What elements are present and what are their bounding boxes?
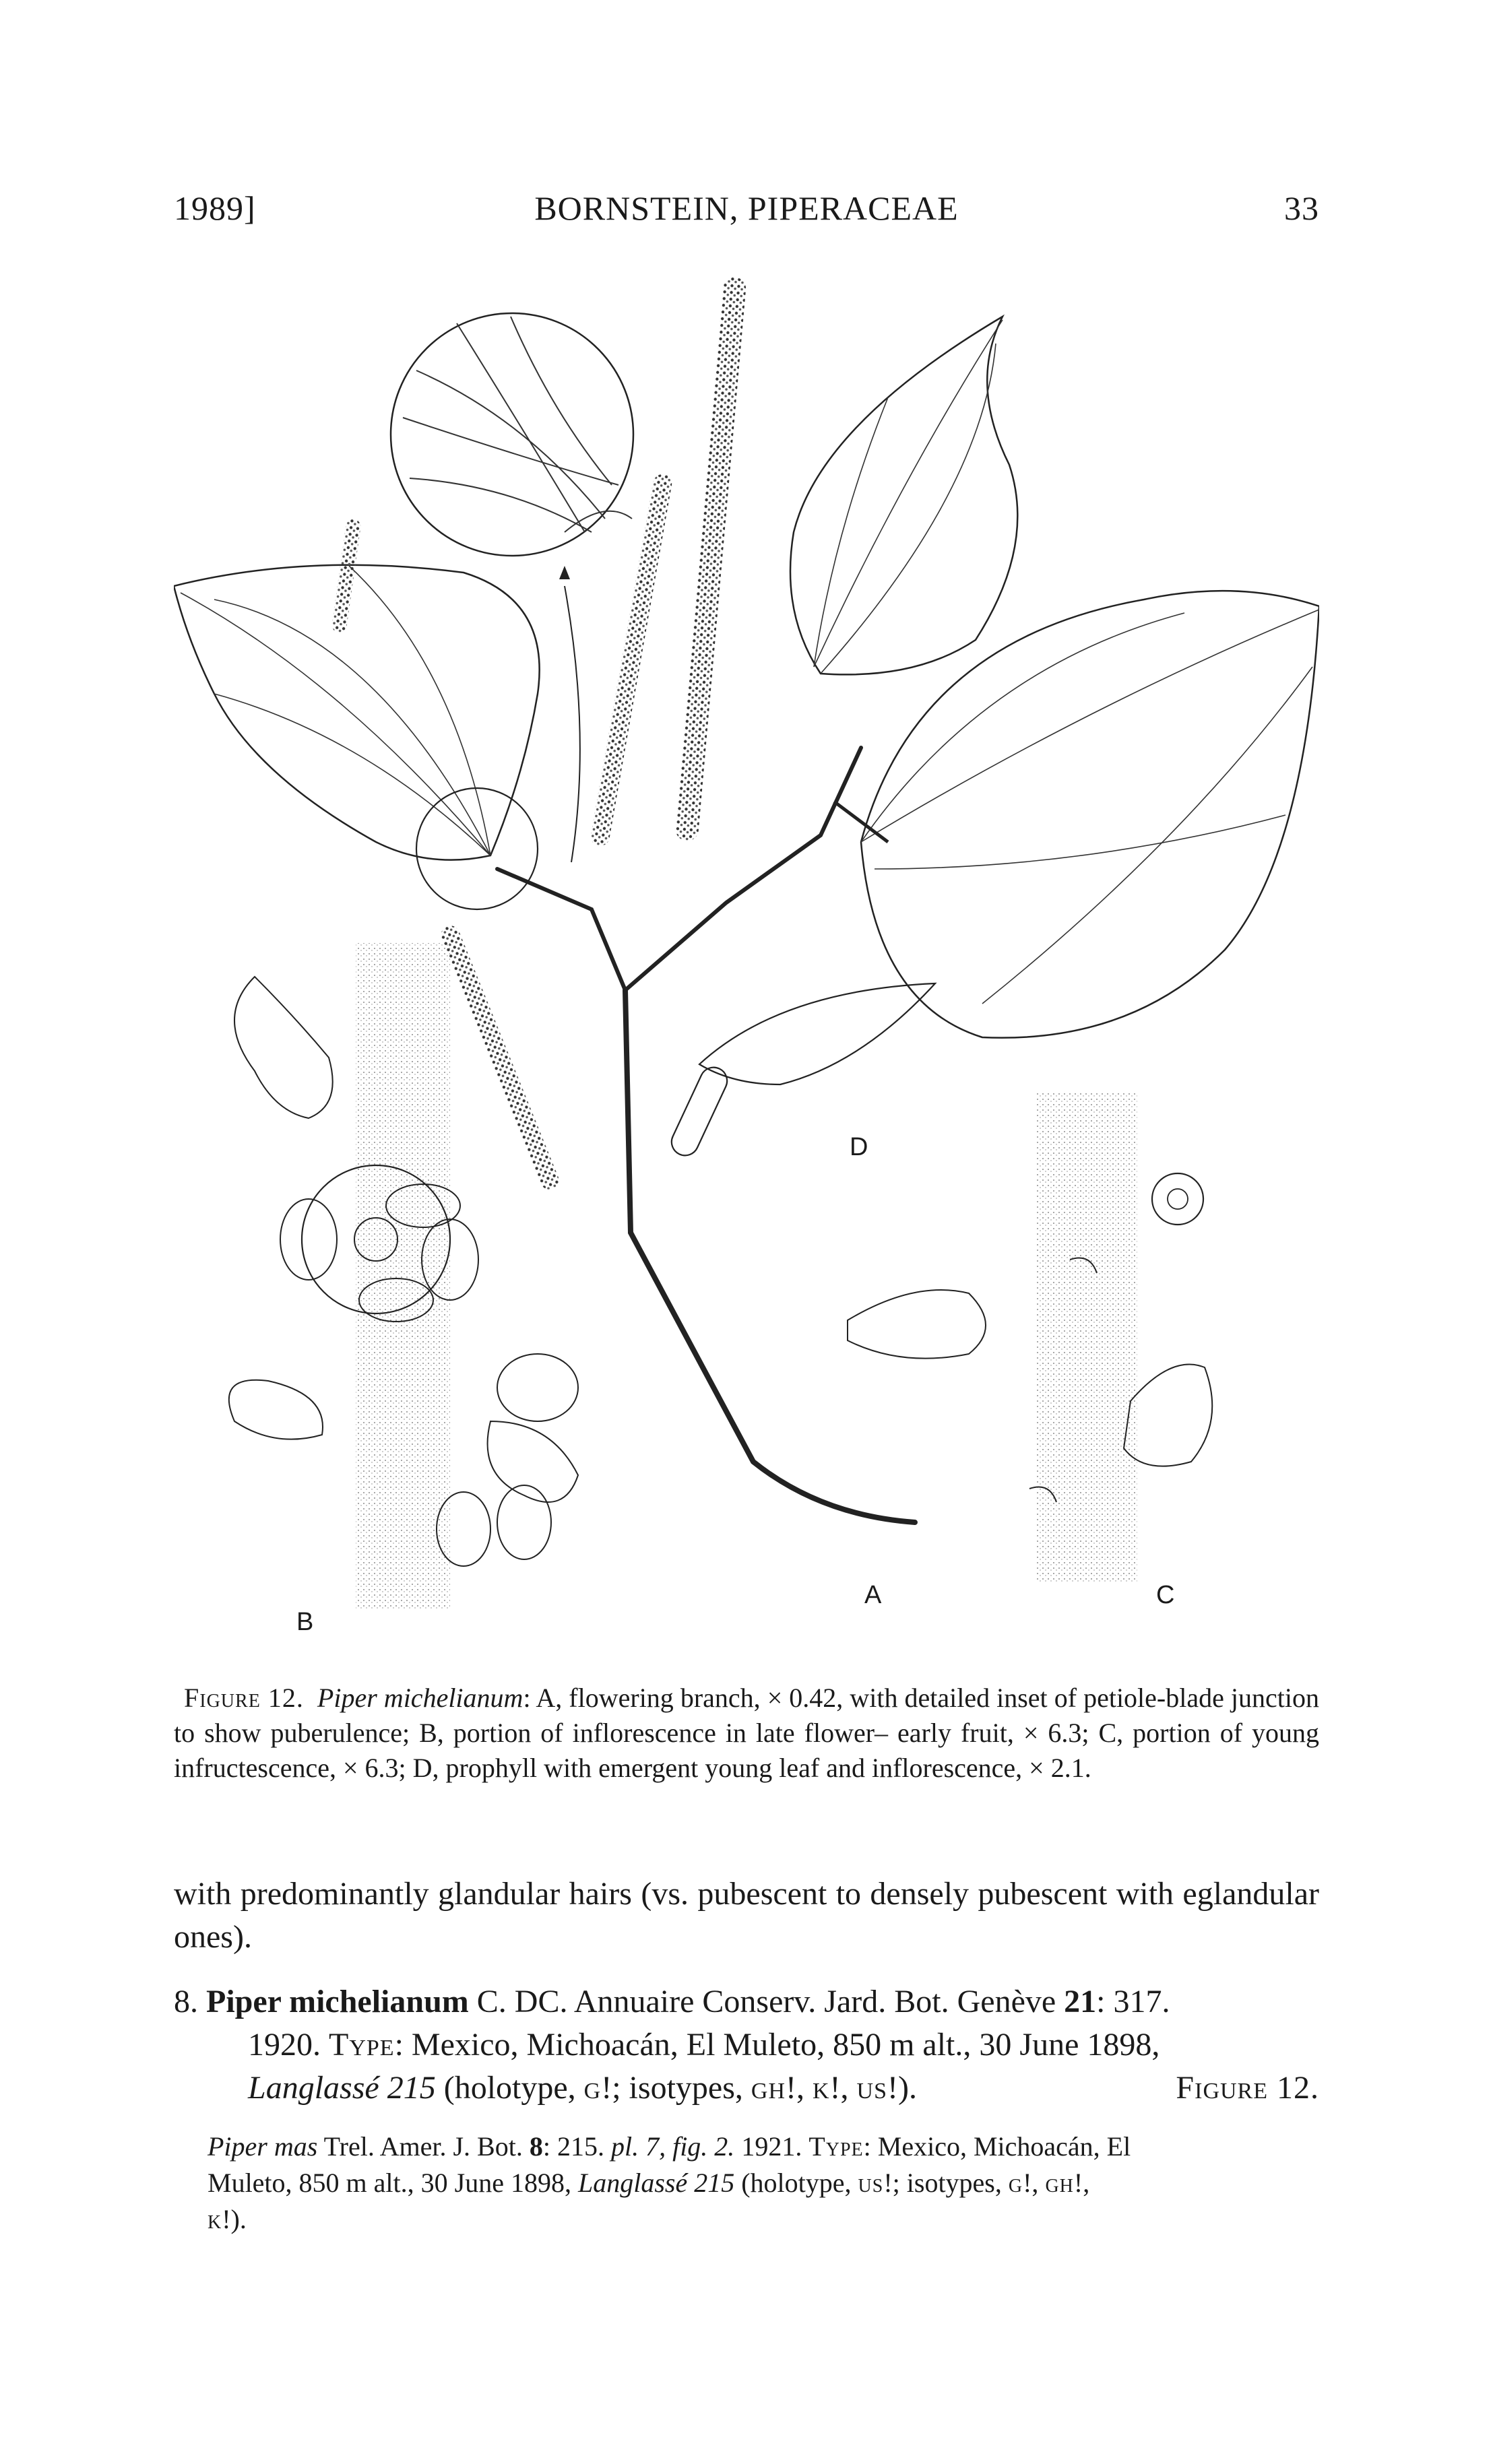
synonym-page: : 215. bbox=[542, 2131, 611, 2162]
synonym-sep-1: !, bbox=[1023, 2168, 1046, 2198]
herbarium-us: us bbox=[856, 2070, 887, 2106]
body-line-1: with predominantly glandular hairs (vs. pubescent to densely pubescent with bbox=[174, 1876, 1174, 1912]
body-line-2: eglandular ones). bbox=[174, 1876, 1319, 1955]
synonym-entry bbox=[174, 2129, 1319, 2238]
synonym-plate: pl. 7, fig. 2. bbox=[610, 2131, 735, 2162]
herbarium-g: g bbox=[583, 2070, 602, 2106]
species-year: 1920. bbox=[248, 2027, 321, 2063]
inset-arrow bbox=[559, 566, 580, 862]
species-isotypes-text: !; isotypes, bbox=[601, 2070, 751, 2106]
running-header bbox=[174, 189, 1319, 236]
caption-text-2: petiole-blade junction to show puberulence; B, portion of inflorescence in late flower– bbox=[174, 1683, 1319, 1748]
synonym-locality: : Mexico, Michoacán, El bbox=[863, 2131, 1131, 2162]
panel-c bbox=[848, 1091, 1212, 1583]
species-holotype-text: (holotype, bbox=[435, 2070, 584, 2106]
species-line-1 bbox=[174, 1980, 1319, 2023]
label-c: C bbox=[1156, 1581, 1175, 1609]
species-line-2 bbox=[174, 2023, 1319, 2067]
species-page: : 317. bbox=[1096, 1984, 1170, 2019]
caption-figure-label: Figure 12. bbox=[184, 1683, 304, 1713]
synonym-herbarium-gh: gh bbox=[1045, 2168, 1074, 2198]
label-a: A bbox=[864, 1581, 882, 1609]
synonym-name: Piper mas bbox=[208, 2131, 318, 2162]
prophyll-d bbox=[667, 983, 935, 1160]
synonym-volume: 8 bbox=[529, 2131, 543, 2162]
synonym-line-2 bbox=[174, 2165, 1319, 2201]
species-type-label: Type bbox=[329, 2027, 395, 2063]
species-close: !). bbox=[887, 2070, 917, 2106]
synonym-isotypes-text: !; isotypes, bbox=[883, 2168, 1009, 2198]
synonym-line-1 bbox=[174, 2129, 1319, 2165]
species-collector: Langlassé 215 bbox=[248, 2070, 436, 2106]
synonym-herbarium-k: k bbox=[208, 2204, 222, 2234]
body-paragraph bbox=[174, 1873, 1319, 1959]
species-sep-2: !, bbox=[829, 2070, 857, 2106]
species-type-locality: : Mexico, Michoacán, El Muleto, 850 m alt., 30 June 1898, bbox=[394, 2027, 1160, 2063]
species-line-3 bbox=[174, 2067, 1319, 2110]
synonym-type-label: Type bbox=[808, 2131, 864, 2162]
synonym-herbarium-g: g bbox=[1008, 2168, 1023, 2198]
synonym-locality-cont: Muleto, 850 m alt., 30 June 1898, bbox=[208, 2168, 578, 2198]
species-volume: 21 bbox=[1064, 1984, 1097, 2019]
left-leaf bbox=[174, 565, 540, 909]
herbarium-gh: gh bbox=[751, 2070, 786, 2106]
synonym-year: 1921. bbox=[734, 2131, 809, 2162]
figure-caption bbox=[174, 1681, 1319, 1786]
botanical-illustration bbox=[174, 263, 1319, 1664]
synonym-sep-2: !, bbox=[1073, 2168, 1090, 2198]
synonym-line-3 bbox=[174, 2201, 1319, 2238]
lower-right-leaf bbox=[861, 591, 1319, 1038]
label-b: B bbox=[296, 1608, 314, 1636]
synonym-collector: Langlassé 215 bbox=[577, 2168, 735, 2198]
species-sep-1: !, bbox=[786, 2070, 813, 2106]
caption-text-3: early fruit, × 6.3; C, portion of young infructescence, × 6.3; D, prophyll with emergent bbox=[174, 1718, 1320, 1783]
upper-right-leaf bbox=[790, 317, 1017, 674]
page-number: 33 bbox=[1284, 189, 1319, 227]
species-entry bbox=[174, 1980, 1319, 2110]
species-name: Piper michelianum bbox=[206, 1984, 469, 2019]
caption-species: Piper michelianum bbox=[317, 1683, 523, 1713]
illustration-svg bbox=[174, 263, 1319, 1664]
species-citation: C. DC. Annuaire Conserv. Jard. Bot. Genève bbox=[476, 1984, 1056, 2019]
herbarium-k: k bbox=[812, 2070, 830, 2106]
panel-b bbox=[229, 943, 578, 1610]
synonym-close: !). bbox=[222, 2204, 247, 2234]
synonym-citation: Trel. Amer. J. Bot. bbox=[317, 2131, 530, 2162]
detail-inset bbox=[391, 313, 633, 556]
synonym-herbarium-us: us bbox=[858, 2168, 884, 2198]
species-figure-ref: Figure 12. bbox=[1176, 2070, 1319, 2106]
caption-text-1: : A, flowering branch, × 0.42, with detailed inset of bbox=[523, 1683, 1077, 1713]
synonym-holotype-text: (holotype, bbox=[734, 2168, 858, 2198]
header-title: BORNSTEIN, PIPERACEAE bbox=[534, 189, 959, 227]
species-number: 8. bbox=[174, 1984, 198, 2019]
caption-text-4: young leaf and inflorescence, × 2.1. bbox=[705, 1753, 1091, 1783]
label-d: D bbox=[850, 1133, 868, 1161]
header-year: 1989] bbox=[174, 189, 256, 227]
